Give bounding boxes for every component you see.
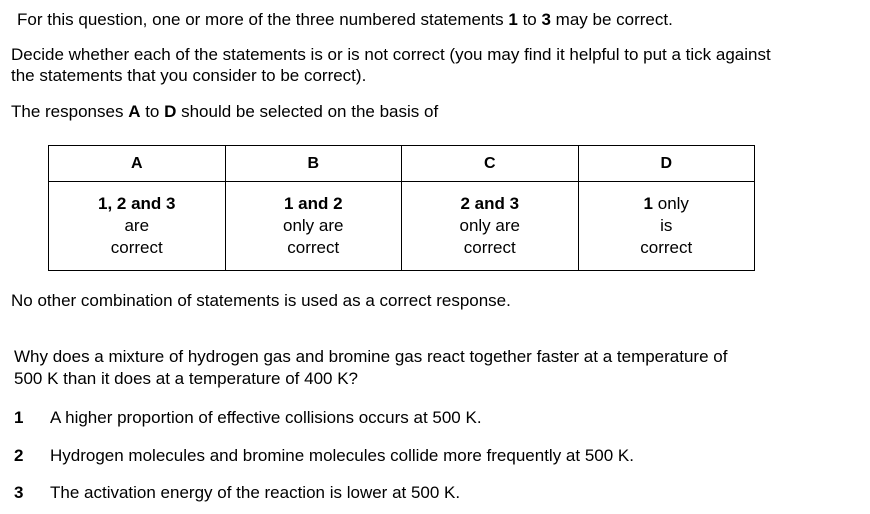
statement-number: 2: [14, 446, 24, 465]
header-b: B: [225, 146, 402, 182]
cell-a-statements: 1, 2 and 3: [98, 194, 176, 213]
cell-b-line3: correct: [287, 238, 340, 257]
statement-text: Hydrogen molecules and bromine molecules collide more frequently at 500 K.: [50, 446, 634, 465]
cell-a-line2: are: [124, 216, 150, 235]
responses-text: [11, 101, 438, 123]
cell-b-line2: only are: [283, 216, 344, 235]
header-d: D: [578, 146, 755, 182]
responses-letter-a: A: [128, 102, 141, 121]
cell-d: [578, 182, 755, 271]
statement-number: 1: [14, 408, 24, 427]
header-a: A: [49, 146, 226, 182]
table-header-row: [49, 146, 755, 182]
header-c: C: [402, 146, 579, 182]
cell-b-statements: 1 and 2: [283, 194, 343, 213]
responses-letter-d: D: [164, 102, 177, 121]
statement-text: The activation energy of the reaction is lower at 500 K.: [50, 483, 461, 502]
cell-a-line3: correct: [110, 238, 163, 257]
intro-num-1: 1: [508, 10, 518, 29]
statement-number: 3: [14, 483, 24, 502]
intro-pre: For this question, one or more of the three numbered statements: [17, 10, 509, 29]
no-other-text: No other combination of statements is used as a correct response.: [11, 291, 511, 310]
table-row: [49, 182, 755, 271]
decide-line-2: the statements that you consider to be correct).: [11, 66, 367, 85]
intro-text: [17, 9, 673, 31]
intro-num-3: 3: [541, 10, 551, 29]
responses-mid: to: [140, 102, 165, 121]
decide-line-1: Decide whether each of the statements is or is not correct (you may find it helpful to put a tick against: [11, 45, 771, 64]
responses-pre: The responses: [11, 102, 129, 121]
cell-d-statements: 1: [643, 194, 654, 213]
question-line-2: 500 K than it does at a temperature of 400 K?: [14, 369, 359, 388]
response-key-table: [48, 145, 755, 271]
cell-b: [225, 182, 402, 271]
cell-c: [402, 182, 579, 271]
intro-post: may be correct.: [550, 10, 673, 29]
cell-a: [49, 182, 226, 271]
cell-d-line2: is: [660, 216, 673, 235]
cell-c-line3: correct: [463, 238, 516, 257]
cell-d-line3: correct: [640, 238, 693, 257]
responses-post: should be selected on the basis of: [176, 102, 439, 121]
statement-text: A higher proportion of effective collisions occurs at 500 K.: [50, 408, 482, 427]
cell-c-line2: only are: [459, 216, 520, 235]
intro-mid: to: [517, 10, 542, 29]
cell-d-only: only: [653, 194, 689, 213]
cell-c-statements: 2 and 3: [460, 194, 520, 213]
question-line-1: Why does a mixture of hydrogen gas and bromine gas react together faster at a temperature of: [14, 347, 728, 366]
